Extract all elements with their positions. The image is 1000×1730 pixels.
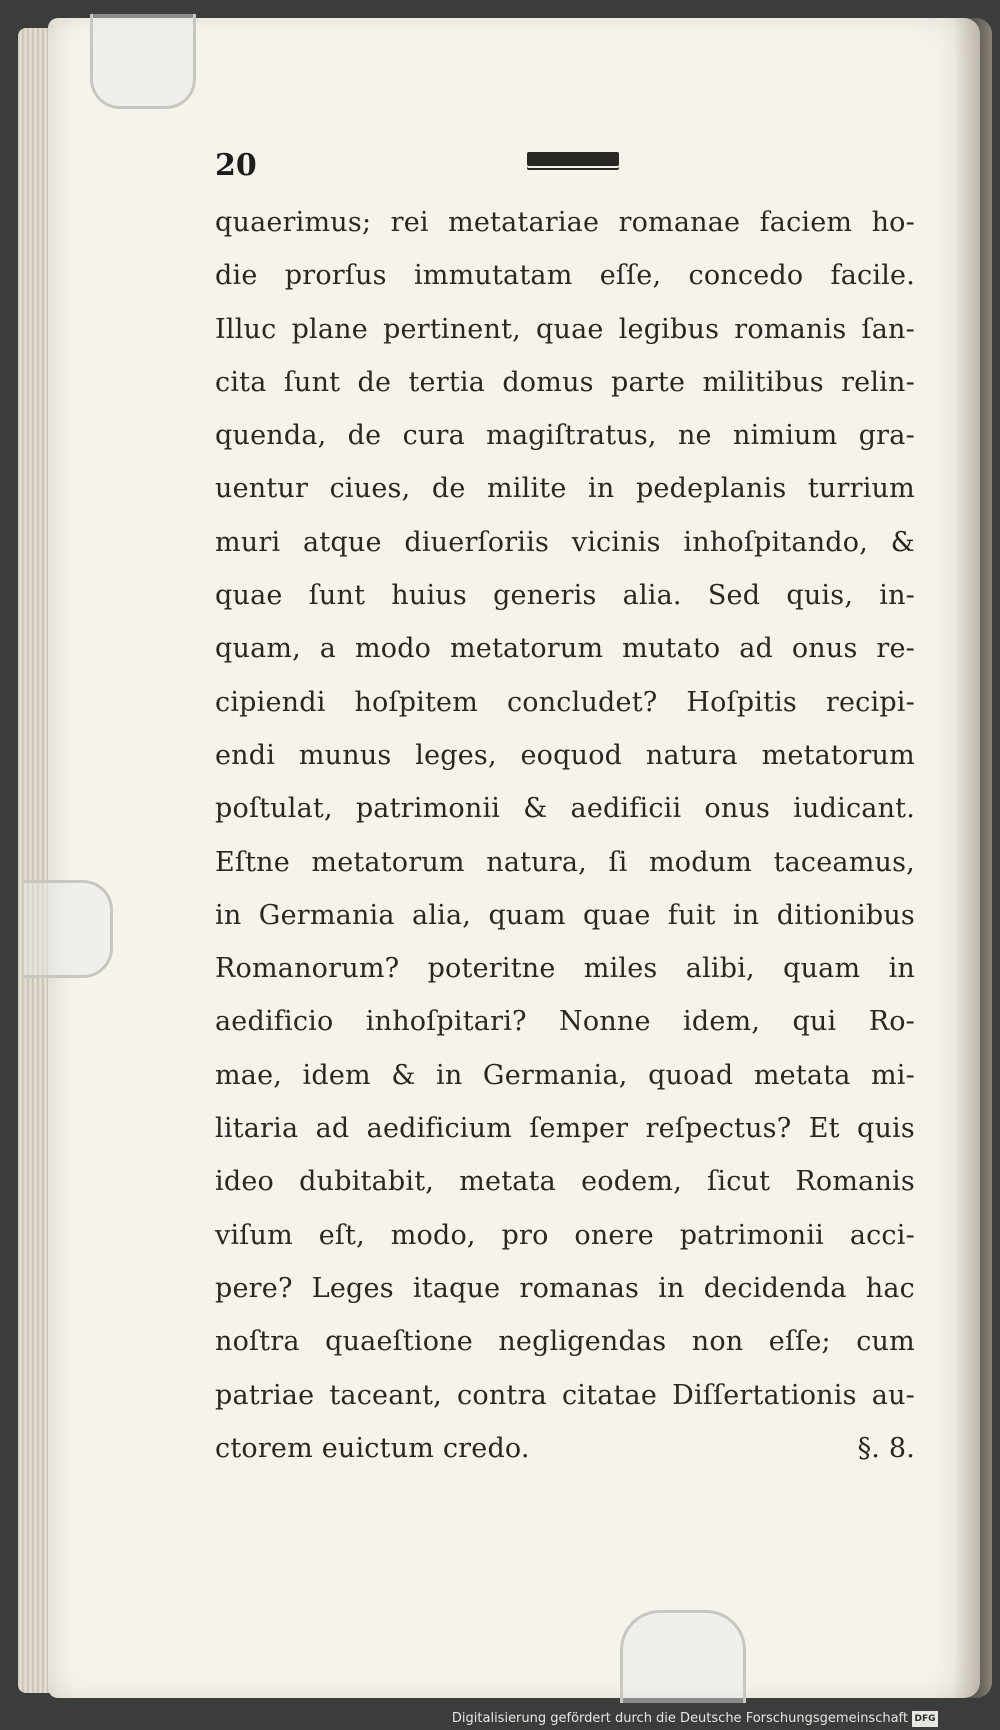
word: ſemper: [529, 1113, 629, 1145]
word: Nonne: [559, 1006, 651, 1038]
word: itaque: [412, 1272, 501, 1304]
digitization-credit: Digitalisierung gefördert durch die Deutsche Forschungsgemeinschaft: [451, 1711, 908, 1726]
word: onus: [704, 793, 771, 825]
text-line: [215, 1155, 915, 1208]
word: concedo: [688, 260, 804, 292]
word: recipi-: [825, 686, 915, 718]
word: prorſus: [284, 260, 387, 292]
word: ſan-: [861, 313, 915, 345]
word: ciues,: [329, 473, 411, 505]
word: eodem,: [581, 1166, 682, 1198]
word: iudicant.: [793, 793, 915, 825]
word: eſſe;: [768, 1326, 831, 1358]
word: hac: [865, 1272, 915, 1304]
word: mi-: [871, 1059, 915, 1091]
word: Germania: [258, 899, 395, 931]
word: generis: [493, 580, 597, 612]
text-line: [215, 462, 915, 515]
text-line: [215, 889, 915, 942]
text-line: [215, 1315, 915, 1368]
word: militibus: [702, 366, 824, 398]
word: citatae: [561, 1379, 658, 1411]
word: reſpectus?: [645, 1113, 792, 1145]
word: domus: [502, 366, 594, 398]
word: alibi,: [685, 953, 755, 985]
word: modo: [354, 633, 432, 665]
word: patriae: [215, 1379, 315, 1411]
word: quis,: [786, 580, 854, 612]
word: Germania,: [482, 1059, 628, 1091]
word: natura,: [486, 846, 587, 878]
word: cita: [215, 366, 267, 398]
catchword: §. 8.: [857, 1432, 915, 1464]
text-line-content: ctorem euictum credo.: [215, 1432, 530, 1464]
text-line: [215, 569, 915, 622]
word: au-: [871, 1379, 915, 1411]
word: cura: [402, 420, 465, 452]
word: natura: [645, 739, 738, 771]
word: metatorum: [761, 739, 915, 771]
word: viſum: [215, 1219, 293, 1251]
word: turrium: [807, 473, 915, 505]
word: plane: [291, 313, 368, 345]
word: in: [588, 473, 615, 505]
word: onere: [574, 1219, 654, 1251]
word: ad: [315, 1113, 350, 1145]
word: Eſtne: [215, 846, 290, 878]
word: metata: [753, 1059, 851, 1091]
word: patrimonii: [679, 1219, 824, 1251]
word: tertia: [408, 366, 486, 398]
text-line: [215, 676, 915, 729]
text-line: [215, 995, 915, 1048]
word: mutato: [622, 633, 721, 665]
word: munus: [298, 739, 392, 771]
word: in: [436, 1059, 463, 1091]
word: modo,: [390, 1219, 476, 1251]
word: inhoſpitari?: [365, 1006, 527, 1038]
word: fuit: [667, 899, 716, 931]
word: ſi: [608, 846, 628, 878]
word: onus: [791, 633, 858, 665]
word: ſicut: [707, 1166, 771, 1198]
word: aedificio: [215, 1006, 334, 1038]
word: ideo: [215, 1166, 274, 1198]
word: alia.: [622, 580, 682, 612]
word: vicinis: [571, 526, 661, 558]
word: eſt,: [318, 1219, 365, 1251]
word: Et: [808, 1113, 840, 1145]
body-text: [215, 196, 915, 1475]
word: inhoſpitando,: [683, 526, 869, 558]
word: pro: [501, 1219, 549, 1251]
word: quaeſtione: [325, 1326, 473, 1358]
word: idem,: [683, 1006, 761, 1038]
word: eoquod: [520, 739, 623, 771]
word: rei: [390, 207, 429, 238]
text-line: [215, 356, 915, 409]
word: mae,: [215, 1059, 283, 1091]
word: contra: [457, 1379, 547, 1411]
word: ditionibus: [776, 899, 915, 931]
word: poteritne: [427, 953, 556, 985]
word: faciem: [759, 207, 853, 238]
word: cum: [856, 1326, 915, 1358]
word: ho-: [871, 207, 915, 238]
word: legibus: [618, 313, 720, 345]
word: parte: [611, 366, 686, 398]
word: romanas: [519, 1272, 640, 1304]
word: nimium: [732, 420, 838, 452]
word: &: [523, 793, 548, 825]
word: endi: [215, 739, 276, 771]
word: ſunt: [308, 580, 366, 612]
word: taceant,: [329, 1379, 442, 1411]
word: patrimonii: [355, 793, 501, 825]
page-clip-bottom: [620, 1610, 746, 1703]
word: poſtulat,: [215, 793, 333, 825]
word: &: [890, 526, 915, 558]
word: miles: [583, 953, 658, 985]
word: idem: [302, 1059, 371, 1091]
word: non: [691, 1326, 744, 1358]
word: de: [357, 366, 392, 398]
word: Sed: [707, 580, 761, 612]
word: ad: [739, 633, 773, 665]
word: metata: [459, 1166, 556, 1198]
word: noſtra: [215, 1326, 300, 1358]
word: uentur: [215, 473, 309, 505]
word: a: [319, 633, 337, 665]
word: quoad: [648, 1059, 734, 1091]
word: modum: [648, 846, 753, 878]
word: qui: [792, 1006, 837, 1038]
text-line: [215, 836, 915, 889]
word: relin-: [841, 366, 915, 398]
word: quis: [856, 1113, 915, 1145]
word: negligendas: [498, 1326, 667, 1358]
text-line: [215, 782, 915, 835]
word: quaerimus;: [215, 207, 372, 238]
word: die: [215, 260, 258, 292]
word: in-: [879, 580, 915, 612]
text-line: [215, 1102, 915, 1155]
word: quae: [536, 313, 604, 345]
text-line: [215, 516, 915, 569]
word: metatorum: [311, 846, 465, 878]
word: quam,: [215, 633, 301, 665]
word: ſunt: [283, 366, 341, 398]
word: Romanis: [795, 1166, 915, 1198]
word: pertinent,: [383, 313, 521, 345]
word: immutatam: [413, 260, 573, 292]
word: decidenda: [703, 1272, 847, 1304]
word: re-: [876, 633, 915, 665]
word: dubitabit,: [299, 1166, 435, 1198]
text-line: [215, 1262, 915, 1315]
word: acci-: [849, 1219, 915, 1251]
word: quae: [215, 580, 283, 612]
word: Romanorum?: [215, 953, 400, 985]
word: quam: [783, 953, 861, 985]
word: metatorum: [449, 633, 604, 665]
text-line: [215, 622, 915, 675]
text-line: [215, 942, 915, 995]
word: de: [347, 420, 382, 452]
page-gutter-shadow: [954, 18, 992, 1698]
page-number: 20: [215, 148, 257, 183]
text-line: [215, 409, 915, 462]
word: muri: [215, 526, 281, 558]
text-line: [215, 1049, 915, 1102]
word: in: [732, 899, 760, 931]
page-header: [215, 148, 915, 188]
text-line: [215, 1422, 915, 1475]
word: pedeplanis: [635, 473, 787, 505]
text-line: [215, 729, 915, 782]
word: &: [391, 1059, 416, 1091]
word: alia,: [412, 899, 472, 931]
header-ornament-rule: [527, 152, 619, 166]
word: Ro-: [868, 1006, 915, 1038]
text-line: [215, 249, 915, 302]
word: atque: [303, 526, 382, 558]
word: quae: [583, 899, 651, 931]
word: Illuc: [215, 313, 277, 345]
word: taceamus,: [773, 846, 915, 878]
word: pere?: [215, 1272, 293, 1304]
word: metatariae: [448, 207, 600, 238]
word: milite: [487, 473, 567, 505]
word: aedificii: [570, 793, 682, 825]
word: quenda,: [215, 420, 327, 452]
word: hoſpitem: [354, 686, 479, 718]
word: in: [888, 953, 915, 985]
word: eſſe,: [599, 260, 662, 292]
word: quam: [488, 899, 566, 931]
text-line: [215, 1209, 915, 1262]
word: de: [431, 473, 466, 505]
text-line: [215, 1369, 915, 1422]
word: facile.: [830, 260, 915, 292]
word: litaria: [215, 1113, 299, 1145]
word: leges,: [415, 739, 497, 771]
word: concludet?: [506, 686, 658, 718]
word: cipiendi: [215, 686, 326, 718]
word: ne: [677, 420, 712, 452]
page-clip-middle: [24, 880, 113, 978]
word: Leges: [311, 1272, 394, 1304]
word: romanae: [618, 207, 741, 238]
word: gra-: [858, 420, 915, 452]
word: Hoſpitis: [686, 686, 797, 718]
word: in: [215, 899, 242, 931]
page-clip-top: [90, 14, 196, 109]
word: diuerſoriis: [404, 526, 550, 558]
word: aedificium: [366, 1113, 513, 1145]
word: romanis: [734, 313, 847, 345]
word: magiſtratus,: [486, 420, 657, 452]
word: in: [658, 1272, 685, 1304]
word: huius: [391, 580, 467, 612]
dfg-logo: DFG: [912, 1711, 938, 1727]
word: Diſſertationis: [672, 1379, 857, 1411]
text-line: [215, 196, 915, 249]
text-line: [215, 303, 915, 356]
